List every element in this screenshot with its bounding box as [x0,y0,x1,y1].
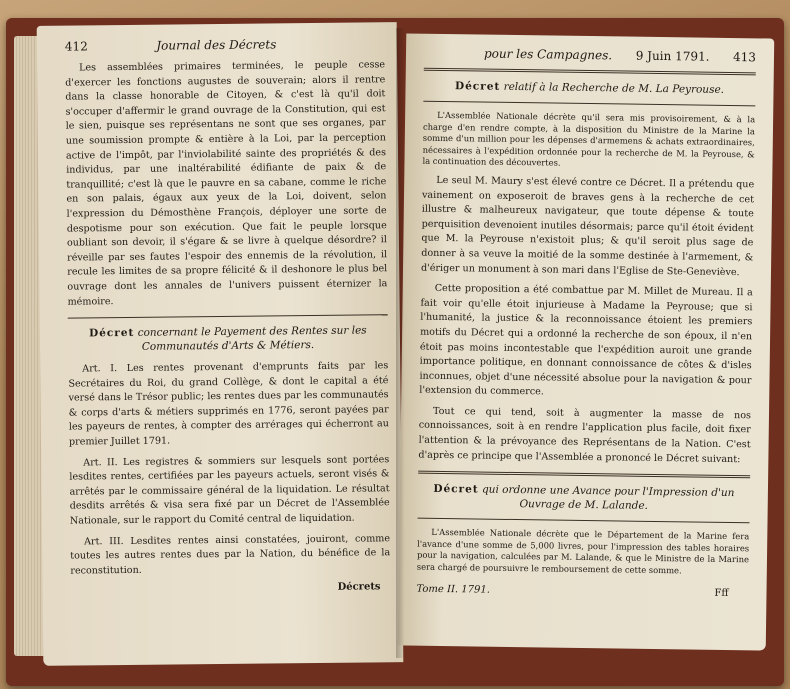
right-page-footer [416,583,748,599]
running-head-right: pour les Campagnes. [483,46,613,63]
right-page [398,33,775,650]
page-date: 9 Juin 1791. [635,48,710,64]
left-page-header [65,36,385,53]
decree-peyrouse-text: L'Assemblée Nationale décrète qu'il sera mis provisoirement, & à la charge d'en rendre compte, à la disposition du Ministre de la Marine la somme d'un million pour les dépenses d'armemens & achats extraordinaires, nécessaires à l'expédition ordonnée pour la recherche de M. la Peyrouse, & la continuation des découvertes. [422,109,756,169]
volume-label: Tome II. 1791. [416,583,490,596]
decree-lalande-text: L'Assemblée Nationale décrète que le Département de la Marine fera l'avance d'une somme de 5,000 livres, pour l'impression des tables horaires pour la navigation, calculées par M. Lalande, & que le Ministre de la Marine sera chargé de poursuivre le remboursement de cette somme. [416,527,750,576]
decret-word: Décret [454,80,501,93]
decret-word: Décret [433,483,479,496]
intro-paragraph: Les assemblées primaires terminées, le peuple cesse d'exercer les fonctions augustes de souverain; alors il rentre dans la classe honorable de Citoyen, & c'est là qu'il doit s'occuper d'affermir le grand ouvrage de la Constitution, qui est le sien, puisque ses représentans ne sont que ses organes, par une soumission prompte & entière à la Loi, par la perception active de l'impôt, par l'inviolabilité sainte des propriétés & des individus, par une inaltérabilité édifiante de paix & de tranquillité; c'est là que le pauvre en sa cabane, comme le riche en son palais, égaux aux yeux de la Loi, doivent, selon l'expression du Démosthène François, déployer une sorte de despotisme pour son exécution. Que fait le peuple lorsque oubliant son devoir, il s'égare & se livre à quelque désordre? il réveille par ses fautes l'espoir des ennemis de la révolution, il recule les limites de sa propre félicité & il deshonore le plus bel ouvrage dont les annales de l'univers puissent éternizer la mémoire. [65,59,388,308]
decret-lalande-subtitle: qui ordonne une Avance pour l'Impression d'un Ouvrage de M. Lalande. [481,483,735,513]
section-rule [418,471,750,479]
maury-paragraph: Le seul M. Maury s'est élevé contre ce Décret. Il a prétendu que vainement on exposeroit de braves gens à la recherche de cet illustre & malheureux navigateur, que toute dépense & toute perquisition devenoient inutiles désormais; parce qu'il étoit évident que M. la Peyrouse n'existoit plus; & qu'il seroit plus sage de donner à sa veuve la moitié de la somme destinée à l'armement, & d'ériger un monument à son mari dans l'Eglise de Ste-Geneviève. [420,174,755,278]
running-head-left: Journal des Décrets [156,37,277,53]
article-1: Art. I. Les rentes provenant d'emprunts faits par les Secrétaires du Roi, du grand Collège, & dont le capital a été versé dans le Trésor public; les rentes dues par les communautés & corps d'arts & métiers supprimés en 1776, seront payées par les payeurs de rentes, à compter des arrérages qui écherront au premier Juillet 1791. [68,360,389,448]
page-number-right: 413 [732,50,757,65]
article-2: Art. II. Les registres & sommiers sur lesquels sont portées lesdites rentes, certifiées par les payeurs actuels, seront visés & arrêtés par le commissaire général de la liquidation. Le résultat desdits arrêtés & visa sera fixé par un Décret de l'Assemblée Nationale, sur le rapport du Comité central de liquidation. [69,453,390,527]
decret-peyrouse-title [423,79,755,98]
decret-word: Décret [89,326,135,340]
title-rule [423,101,755,107]
decret-lalande-title [418,482,750,515]
book-gutter [396,28,408,658]
header-rule [424,68,756,76]
section-rule [68,314,388,318]
title-rule [418,518,750,524]
article-3: Art. III. Lesdites rentes ainsi constatées, jouiront, comme toutes les autres rentes dues par la Nation, du bénéfice de la reconstitution. [70,532,391,577]
page-number-left: 412 [64,39,88,54]
signature-mark: Fff [714,587,729,599]
decret-rentes-subtitle: concernant le Payement des Rentes sur les Communautés d'Arts & Métiers. [137,324,367,353]
catchword: Décrets [337,581,381,594]
principle-paragraph: Tout ce qui tend, soit à augmenter la masse de nos connoissances, soit à en rendre l'application plus facile, doit fixer l'attention & la prévoyance des Représentans de la Nation. C'est d'après ce principe que l'Assemblée a prononcé le Décret suivant: [418,405,752,465]
millet-paragraph: Cette proposition a été combattue par M. Millet de Mureau. Il a fait voir qu'elle étoit injurieuse à Madame la Peyrouse; que si l'humanité, la justice & la reconnoissance étoient les premiers motifs du Décret qui a ordonné la recherche de son époux, il n'en étoit pas moins incontestable que l'expédition auroit une grande importance politique, en donnant connoissance de côtes & d'isles inconnues, objet d'une nécessité absolue pour la navigation & pour l'extension du commerce. [419,283,753,398]
left-page [37,22,404,666]
right-page-header [424,46,756,65]
decret-rentes-title [68,323,388,354]
decret-peyrouse-subtitle: relatif à la Recherche de M. La Peyrouse. [503,80,725,96]
